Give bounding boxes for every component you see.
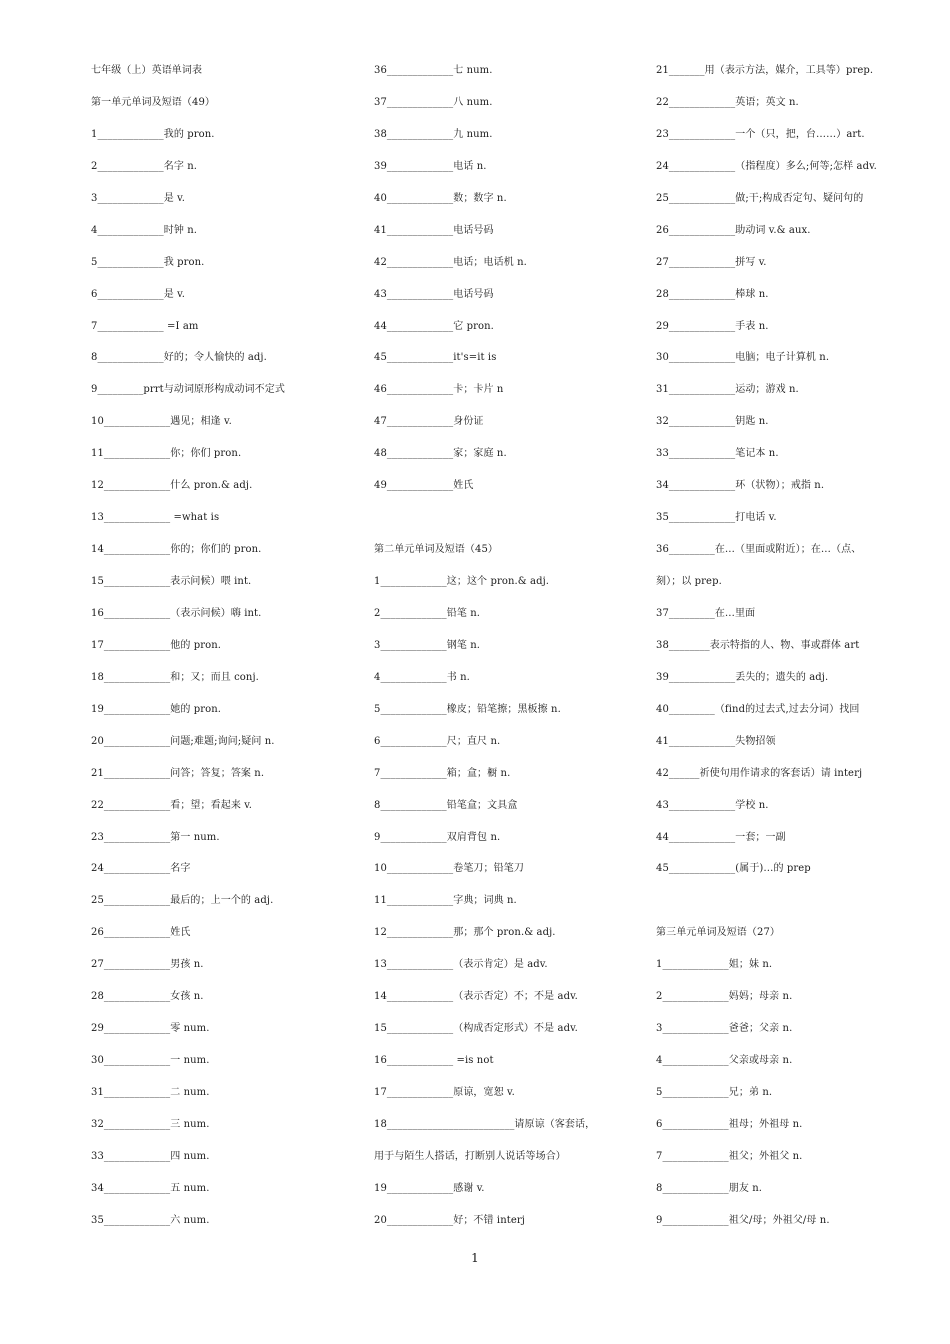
vocab-line: 9_____________双肩背包 n.	[374, 831, 501, 843]
vocab-line: 38_____________九 num.	[374, 128, 493, 140]
vocab-line: 25_____________做;干;构成否定句、疑问句的	[656, 192, 864, 204]
vocab-line: 12_____________那；那个 pron.& adj.	[374, 927, 556, 939]
vocab-line: 23_____________第一 num.	[91, 831, 220, 843]
vocab-line: 31_____________运动；游戏 n.	[656, 384, 799, 396]
vocab-line: 29_____________零 num.	[91, 1023, 210, 1035]
vocab-line: 38________表示特指的人、物、事或群体 art	[656, 639, 860, 651]
vocab-line: 26_____________助动词 v.& aux.	[656, 224, 811, 236]
vocab-line: 10_____________遇见；相逢 v.	[91, 416, 232, 428]
vocab-line: 34_____________环（状物）；戒指 n.	[656, 480, 825, 492]
vocab-line: 15_____________（构成否定形式）不是 adv.	[374, 1023, 578, 1035]
vocab-line: 21_____________问答；答复；答案 n.	[91, 767, 265, 779]
vocab-line: 16_____________ =is not	[374, 1055, 494, 1067]
vocab-line: 4_____________书 n.	[374, 671, 470, 683]
vocab-line: 19_____________她的 pron.	[91, 703, 222, 715]
vocab-line: 30_____________电脑；电子计算机 n.	[656, 352, 830, 364]
vocab-line: 45_____________it's=it is	[374, 352, 497, 364]
vocab-line: 11_____________你；你们 pron.	[91, 448, 242, 460]
column-3	[656, 57, 918, 1239]
vocab-line: 7_____________ =I am	[91, 320, 199, 332]
vocab-line: 4_____________时钟 n.	[91, 224, 198, 236]
vocab-line: 14_____________你的；你们的 pron.	[91, 544, 262, 556]
vocab-line: 35_____________打电话 v.	[656, 512, 777, 524]
vocab-line: 22_____________看；望；看起来 v.	[91, 799, 253, 811]
vocab-line: 40_____________数；数字 n.	[374, 192, 507, 204]
vocab-line: 31_____________二 num.	[91, 1087, 210, 1098]
vocab-line: 36_____________七 num.	[374, 65, 493, 76]
vocab-line: 43_____________电话号码	[374, 288, 494, 300]
column-1	[91, 57, 361, 1239]
vocab-line: 6_____________尺；直尺 n.	[374, 735, 501, 747]
vocab-line: 13_____________（表示肯定）是 adv.	[374, 959, 548, 971]
vocab-line: 39_____________丢失的；遗失的 adj.	[656, 671, 829, 683]
vocab-line: 3_____________爸爸；父亲 n.	[656, 1023, 793, 1035]
vocab-line: 32_____________钥匙 n.	[656, 416, 769, 428]
vocab-line: 2_____________妈妈；母亲 n.	[656, 991, 793, 1003]
page-number: 1	[471, 1251, 479, 1265]
vocab-line: 七年级（上）英语单词表	[91, 65, 203, 76]
vocab-line: 16_____________（表示问候）嗨 int.	[91, 607, 262, 619]
vocab-line: 第三单元单词及短语（27）	[656, 927, 781, 939]
vocab-line: 25_____________最后的；上一个的 adj.	[91, 895, 274, 907]
vocab-line: 20_____________好；不错 interj	[374, 1214, 525, 1226]
column-2	[374, 57, 646, 1239]
vocab-line: 17_____________他的 pron.	[91, 639, 222, 651]
vocab-line: 6_____________是 v.	[91, 288, 185, 300]
vocab-line: 第一单元单词及短语（49）	[91, 96, 216, 108]
vocab-line: 40_________（find的过去式,过去分词）找回	[656, 703, 860, 715]
vocab-line: 26_____________姓氏	[91, 927, 191, 939]
vocab-line: 7_____________箱；盒；橱 n.	[374, 767, 511, 779]
vocab-line: 11_____________字典；词典 n.	[374, 895, 517, 907]
vocab-line: 42______祈使句用作请求的客套话）请 interj	[656, 767, 863, 779]
vocab-line: 44_____________它 pron.	[374, 320, 494, 332]
vocab-line: 5_____________橡皮；铅笔擦；黑板擦 n.	[374, 703, 561, 715]
vocab-line: 19_____________感谢 v.	[374, 1182, 485, 1194]
vocab-line: 1_____________这；这个 pron.& adj.	[374, 576, 550, 587]
vocab-line: 24_____________名字	[91, 863, 191, 875]
vocab-line: 用于与陌生人搭话，打断别人说话等场合）	[374, 1150, 566, 1162]
vocab-line: 8_____________铅笔盒；文具盒	[374, 799, 518, 811]
vocab-line: 41_____________电话号码	[374, 224, 494, 236]
vocab-line: 7_____________祖父；外祖父 n.	[656, 1150, 803, 1162]
vocab-line: 33_____________笔记本 n.	[656, 448, 779, 460]
vocab-line: 20_____________问题;难题;询问;疑问 n.	[91, 735, 275, 747]
vocab-line: 3_____________钢笔 n.	[374, 639, 481, 651]
vocab-line: 37_____________八 num.	[374, 96, 493, 108]
vocab-line: 9_________prrt与动词原形构成动词不定式	[91, 384, 285, 396]
vocab-line: 5_____________我 pron.	[91, 256, 205, 268]
vocab-line: 第二单元单词及短语（45）	[374, 544, 499, 556]
vocab-line: 39_____________电话 n.	[374, 160, 487, 172]
vocab-line: 45_____________(属于)…的 prep	[656, 863, 811, 875]
vocab-line: 21_______用（表示方法，媒介，工具等）prep.	[656, 65, 874, 76]
vocab-line: 30_____________一 num.	[91, 1055, 210, 1067]
vocab-line: 15_____________表示问候）喂 int.	[91, 576, 252, 587]
vocab-line	[374, 504, 646, 536]
vocab-line: 17_____________原谅，宽恕 v.	[374, 1087, 515, 1098]
vocab-line: 22_____________英语；英文 n.	[656, 96, 799, 108]
vocab-line: 34_____________五 num.	[91, 1182, 210, 1194]
vocab-line: 27_____________拼写 v.	[656, 256, 767, 268]
vocab-line: 32_____________三 num.	[91, 1118, 210, 1130]
vocab-line: 48_____________家；家庭 n.	[374, 448, 507, 460]
vocab-line: 3_____________是 v.	[91, 192, 185, 204]
vocab-line: 9_____________祖父/母；外祖父/母 n.	[656, 1214, 830, 1226]
vocab-line: 41_____________失物招领	[656, 735, 776, 747]
vocab-line: 1_____________姐；妹 n.	[656, 959, 773, 971]
vocab-line: 23_____________一个（只，把，台……）art.	[656, 128, 865, 140]
vocab-line: 46_____________卡；卡片 n	[374, 384, 504, 396]
vocab-line: 33_____________四 num.	[91, 1150, 210, 1162]
vocab-line: 43_____________学校 n.	[656, 799, 769, 811]
vocab-line: 刻）；以 prep.	[656, 576, 722, 587]
vocab-line: 2_____________名字 n.	[91, 160, 198, 172]
vocab-line: 10_____________卷笔刀；铅笔刀	[374, 863, 524, 875]
vocab-line: 2_____________铅笔 n.	[374, 607, 481, 619]
vocab-line: 44_____________一套；一副	[656, 831, 786, 843]
vocab-line: 35_____________六 num.	[91, 1214, 210, 1226]
vocab-line: 37_________在…里面	[656, 607, 756, 619]
vocab-line: 47_____________身份证	[374, 416, 484, 428]
vocab-line: 29_____________手表 n.	[656, 320, 769, 332]
vocab-line: 6_____________祖母；外祖母 n.	[656, 1118, 803, 1130]
vocab-line	[656, 887, 918, 919]
vocab-line: 18_____________和；又；而且 conj.	[91, 671, 259, 683]
vocab-line: 8_____________好的；令人愉快的 adj.	[91, 352, 267, 364]
vocab-line: 42_____________电话；电话机 n.	[374, 256, 527, 268]
vocab-line: 4_____________父亲或母亲 n.	[656, 1055, 793, 1067]
vocab-line: 8_____________朋友 n.	[656, 1182, 763, 1194]
vocab-line: 1_____________我的 pron.	[91, 128, 215, 140]
vocab-line: 5_____________兄；弟 n.	[656, 1087, 773, 1098]
vocab-line: 14_____________（表示否定）不；不是 adv.	[374, 991, 578, 1003]
vocab-line: 13_____________ =what is	[91, 512, 220, 524]
vocab-line: 36_________在…（里面或附近）；在…（点、	[656, 544, 862, 556]
vocab-line: 18_________________________请原谅（客套话，	[374, 1118, 596, 1130]
vocab-line: 12_____________什么 pron.& adj.	[91, 480, 253, 492]
vocab-line: 27_____________男孩 n.	[91, 959, 204, 971]
vocab-line: 28_____________女孩 n.	[91, 991, 204, 1003]
vocab-line: 24_____________（指程度）多么;何等;怎样 adv.	[656, 160, 877, 172]
vocab-line: 49_____________姓氏	[374, 480, 474, 492]
vocab-line: 28_____________棒球 n.	[656, 288, 769, 300]
